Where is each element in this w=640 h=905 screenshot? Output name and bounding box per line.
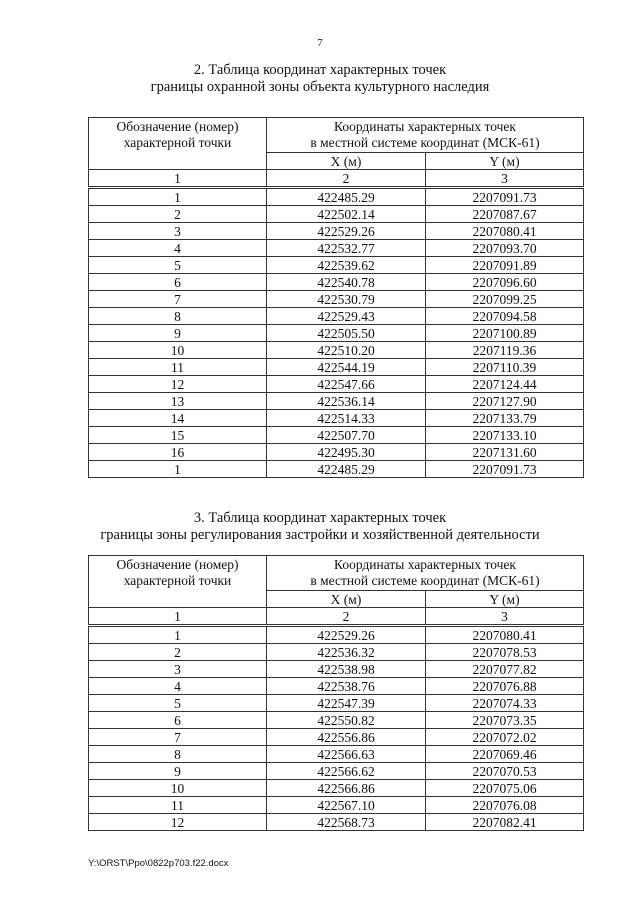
x-coordinate-cell: 422485.29 (267, 461, 426, 478)
table-row (89, 695, 584, 712)
table-row (89, 661, 584, 678)
y-coordinate-cell: 2207133.10 (426, 427, 584, 444)
x-coordinate-cell: 422507.70 (267, 427, 426, 444)
table1-title-line2: границы охранной зоны объекта культурного наследия (150, 79, 490, 95)
table-row (89, 291, 584, 308)
y-coordinate-cell: 2207070.53 (426, 763, 584, 780)
table2-title-line2: границы зоны регулирования застройки и хозяйственной деятельности (100, 527, 540, 543)
point-number-cell: 6 (89, 712, 267, 729)
table-row (89, 410, 584, 427)
table-row (89, 712, 584, 729)
table-row (89, 644, 584, 661)
table-row (89, 359, 584, 376)
point-number-cell: 1 (89, 626, 267, 644)
footer-file-path: Y:\ORST\Ppo\0822p703.f22.docx (88, 858, 229, 869)
x-coordinate-cell: 422538.76 (267, 678, 426, 695)
y-coordinate-cell: 2207091.73 (426, 461, 584, 478)
point-number-cell: 12 (89, 376, 267, 393)
point-number-cell: 14 (89, 410, 267, 427)
y-coordinate-cell: 2207099.25 (426, 291, 584, 308)
point-number-cell: 1 (89, 188, 267, 206)
table2-title (0, 510, 640, 544)
table-row (89, 240, 584, 257)
table-row (89, 729, 584, 746)
point-number-cell: 10 (89, 780, 267, 797)
y-coordinate-cell: 2207119.36 (426, 342, 584, 359)
x-coordinate-cell: 422529.43 (267, 308, 426, 325)
y-coordinate-cell: 2207110.39 (426, 359, 584, 376)
point-number-cell: 13 (89, 393, 267, 410)
x-coordinate-cell: 422566.63 (267, 746, 426, 763)
y-coordinate-cell: 2207091.73 (426, 188, 584, 206)
point-number-cell: 5 (89, 257, 267, 274)
point-number-cell: 15 (89, 427, 267, 444)
y-coordinate-cell: 2207074.33 (426, 695, 584, 712)
table2-colnum-3: 3 (426, 608, 584, 626)
table1-title (0, 62, 640, 96)
x-coordinate-cell: 422536.14 (267, 393, 426, 410)
point-number-cell: 2 (89, 206, 267, 223)
x-coordinate-cell: 422568.73 (267, 814, 426, 831)
x-coordinate-cell: 422540.78 (267, 274, 426, 291)
table-row (89, 461, 584, 478)
y-coordinate-cell: 2207091.89 (426, 257, 584, 274)
table-row (89, 223, 584, 240)
table2-colnum-2: 2 (267, 608, 426, 626)
point-number-cell: 3 (89, 223, 267, 240)
x-coordinate-cell: 422485.29 (267, 188, 426, 206)
x-coordinate-cell: 422566.62 (267, 763, 426, 780)
y-coordinate-cell: 2207087.67 (426, 206, 584, 223)
point-number-cell: 7 (89, 291, 267, 308)
x-coordinate-cell: 422532.77 (267, 240, 426, 257)
table-row (89, 797, 584, 814)
table-row (89, 626, 584, 644)
table-row (89, 780, 584, 797)
table1-y-header: Y (м) (426, 153, 584, 170)
x-coordinate-cell: 422510.20 (267, 342, 426, 359)
x-coordinate-cell: 422538.98 (267, 661, 426, 678)
x-coordinate-cell: 422544.19 (267, 359, 426, 376)
y-coordinate-cell: 2207133.79 (426, 410, 584, 427)
y-coordinate-cell: 2207080.41 (426, 626, 584, 644)
point-number-cell: 9 (89, 763, 267, 780)
y-coordinate-cell: 2207080.41 (426, 223, 584, 240)
y-coordinate-cell: 2207073.35 (426, 712, 584, 729)
point-number-cell: 16 (89, 444, 267, 461)
table1-colnum-2: 2 (267, 170, 426, 188)
table1-coords-header-line2: в местной системе координат (МСК-61) (310, 135, 540, 150)
table2-coords-header-line2: в местной системе координат (МСК-61) (310, 573, 540, 588)
table1-coords-header (267, 118, 584, 153)
point-number-cell: 4 (89, 240, 267, 257)
table1-point-header: Обозначение (номер) характерной точки (89, 118, 267, 170)
x-coordinate-cell: 422505.50 (267, 325, 426, 342)
point-number-cell: 1 (89, 461, 267, 478)
table2-point-header: Обозначение (номер) характерной точки (89, 556, 267, 608)
table-row (89, 376, 584, 393)
table-row (89, 325, 584, 342)
x-coordinate-cell: 422566.86 (267, 780, 426, 797)
table2-y-header: Y (м) (426, 591, 584, 608)
y-coordinate-cell: 2207131.60 (426, 444, 584, 461)
table1-coordinates (88, 117, 584, 478)
y-coordinate-cell: 2207069.46 (426, 746, 584, 763)
table1-coords-header-line1: Координаты характерных точек (334, 119, 516, 134)
point-number-cell: 2 (89, 644, 267, 661)
table2-coordinates (88, 555, 584, 831)
x-coordinate-cell: 422547.66 (267, 376, 426, 393)
table1-colnum-3: 3 (426, 170, 584, 188)
table1-title-line1: 2. Таблица координат характерных точек (193, 62, 447, 78)
y-coordinate-cell: 2207094.58 (426, 308, 584, 325)
table-row (89, 678, 584, 695)
x-coordinate-cell: 422529.26 (267, 223, 426, 240)
table-row (89, 188, 584, 206)
table-row (89, 427, 584, 444)
point-number-cell: 12 (89, 814, 267, 831)
x-coordinate-cell: 422495.30 (267, 444, 426, 461)
x-coordinate-cell: 422529.26 (267, 626, 426, 644)
point-number-cell: 11 (89, 359, 267, 376)
table-row (89, 444, 584, 461)
table-row (89, 257, 584, 274)
point-number-cell: 9 (89, 325, 267, 342)
point-number-cell: 8 (89, 746, 267, 763)
table1-colnum-1: 1 (89, 170, 267, 188)
y-coordinate-cell: 2207078.53 (426, 644, 584, 661)
table2-x-header: X (м) (267, 591, 426, 608)
table-row (89, 342, 584, 359)
x-coordinate-cell: 422547.39 (267, 695, 426, 712)
x-coordinate-cell: 422502.14 (267, 206, 426, 223)
table1-body (89, 188, 584, 478)
y-coordinate-cell: 2207077.82 (426, 661, 584, 678)
table-row (89, 746, 584, 763)
y-coordinate-cell: 2207127.90 (426, 393, 584, 410)
table2-coords-header (267, 556, 584, 591)
y-coordinate-cell: 2207076.88 (426, 678, 584, 695)
table1-x-header: X (м) (267, 153, 426, 170)
x-coordinate-cell: 422530.79 (267, 291, 426, 308)
y-coordinate-cell: 2207082.41 (426, 814, 584, 831)
x-coordinate-cell: 422514.33 (267, 410, 426, 427)
table2-colnum-1: 1 (89, 608, 267, 626)
point-number-cell: 6 (89, 274, 267, 291)
point-number-cell: 11 (89, 797, 267, 814)
y-coordinate-cell: 2207100.89 (426, 325, 584, 342)
y-coordinate-cell: 2207072.02 (426, 729, 584, 746)
table-row (89, 308, 584, 325)
x-coordinate-cell: 422550.82 (267, 712, 426, 729)
x-coordinate-cell: 422536.32 (267, 644, 426, 661)
table2-body (89, 626, 584, 831)
y-coordinate-cell: 2207075.06 (426, 780, 584, 797)
y-coordinate-cell: 2207076.08 (426, 797, 584, 814)
y-coordinate-cell: 2207124.44 (426, 376, 584, 393)
x-coordinate-cell: 422539.62 (267, 257, 426, 274)
x-coordinate-cell: 422567.10 (267, 797, 426, 814)
table-row (89, 274, 584, 291)
table-row (89, 763, 584, 780)
point-number-cell: 3 (89, 661, 267, 678)
point-number-cell: 4 (89, 678, 267, 695)
point-number-cell: 7 (89, 729, 267, 746)
point-number-cell: 5 (89, 695, 267, 712)
page-number: 7 (317, 37, 323, 49)
table-row (89, 814, 584, 831)
y-coordinate-cell: 2207096.60 (426, 274, 584, 291)
x-coordinate-cell: 422556.86 (267, 729, 426, 746)
y-coordinate-cell: 2207093.70 (426, 240, 584, 257)
point-number-cell: 8 (89, 308, 267, 325)
point-number-cell: 10 (89, 342, 267, 359)
table-row (89, 393, 584, 410)
table2-title-line1: 3. Таблица координат характерных точек (193, 510, 447, 526)
table-row (89, 206, 584, 223)
table2-coords-header-line1: Координаты характерных точек (334, 557, 516, 572)
